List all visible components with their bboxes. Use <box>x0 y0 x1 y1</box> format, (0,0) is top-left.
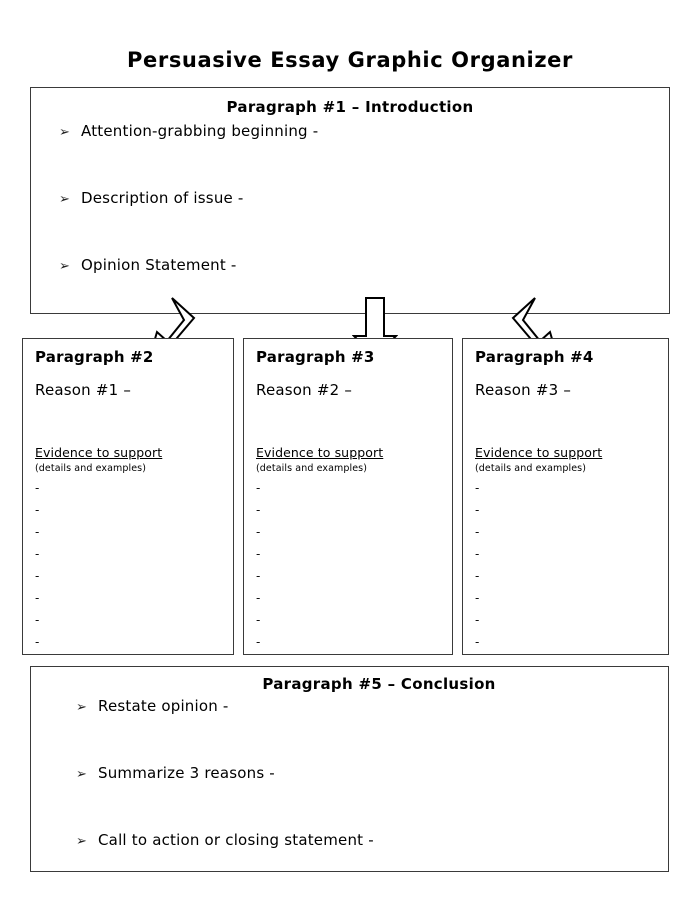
evidence-subtitle: (details and examples) <box>35 463 147 474</box>
evidence-subtitle: (details and examples) <box>256 463 368 474</box>
evidence-dash-line: - <box>35 569 40 583</box>
conclusion-bullet-label: Restate opinion - <box>98 697 229 715</box>
evidence-dash-line: - <box>256 503 261 517</box>
introduction-bullet-label: Description of issue - <box>81 189 244 207</box>
evidence-dash-line: - <box>256 613 261 627</box>
arrow-bullet-icon: ➢ <box>59 259 71 274</box>
evidence-dash-line: - <box>475 481 480 495</box>
evidence-dash-line: - <box>256 547 261 561</box>
introduction-bullet-label: Opinion Statement - <box>81 256 237 274</box>
list-item <box>59 189 619 256</box>
evidence-dash-line: - <box>475 569 480 583</box>
column-reason-label: Reason #3 – <box>475 381 572 399</box>
evidence-dash-line: - <box>475 591 480 605</box>
conclusion-bullet-label: Call to action or closing statement - <box>98 831 374 849</box>
list-item <box>76 764 636 831</box>
evidence-dash-line: - <box>35 613 40 627</box>
evidence-dash-line: - <box>475 547 480 561</box>
evidence-dash-list <box>475 477 625 653</box>
list-item <box>76 697 636 764</box>
conclusion-box <box>30 666 669 872</box>
conclusion-heading: Paragraph #5 – Conclusion <box>262 675 496 693</box>
evidence-dash-list <box>35 477 185 653</box>
evidence-dash-line: - <box>35 547 40 561</box>
arrow-bullet-icon: ➢ <box>59 192 71 207</box>
list-item <box>59 122 619 189</box>
evidence-dash-line: - <box>256 481 261 495</box>
arrow-bullet-icon: ➢ <box>76 767 88 782</box>
arrow-bullet-icon: ➢ <box>76 700 88 715</box>
introduction-box <box>30 87 670 314</box>
evidence-subtitle: (details and examples) <box>475 463 587 474</box>
arrow-bullet-icon: ➢ <box>59 125 71 140</box>
evidence-dash-line: - <box>475 525 480 539</box>
evidence-dash-line: - <box>256 525 261 539</box>
column-reason-label: Reason #2 – <box>256 381 353 399</box>
evidence-heading: Evidence to support <box>475 445 603 460</box>
column-title: Paragraph #3 <box>256 348 375 366</box>
evidence-dash-line: - <box>475 635 480 649</box>
evidence-dash-list <box>256 477 406 653</box>
column-title: Paragraph #4 <box>475 348 594 366</box>
page-title: Persuasive Essay Graphic Organizer <box>127 48 573 72</box>
evidence-dash-line: - <box>35 525 40 539</box>
evidence-dash-line: - <box>35 635 40 649</box>
evidence-dash-line: - <box>475 613 480 627</box>
conclusion-bullet-list <box>76 697 636 898</box>
evidence-dash-line: - <box>35 503 40 517</box>
evidence-dash-line: - <box>35 481 40 495</box>
arrow-bullet-icon: ➢ <box>76 834 88 849</box>
evidence-dash-line: - <box>475 503 480 517</box>
column-title: Paragraph #2 <box>35 348 154 366</box>
evidence-dash-line: - <box>256 635 261 649</box>
paragraph-4-column <box>462 338 669 655</box>
conclusion-bullet-label: Summarize 3 reasons - <box>98 764 275 782</box>
evidence-heading: Evidence to support <box>256 445 384 460</box>
introduction-bullet-label: Attention-grabbing beginning - <box>81 122 319 140</box>
introduction-bullet-list <box>59 122 619 323</box>
list-item <box>76 831 636 898</box>
paragraph-3-column <box>243 338 453 655</box>
paragraph-2-column <box>22 338 234 655</box>
evidence-dash-line: - <box>256 591 261 605</box>
evidence-dash-line: - <box>35 591 40 605</box>
introduction-heading: Paragraph #1 – Introduction <box>226 98 474 116</box>
column-reason-label: Reason #1 – <box>35 381 132 399</box>
evidence-dash-line: - <box>256 569 261 583</box>
evidence-heading: Evidence to support <box>35 445 163 460</box>
